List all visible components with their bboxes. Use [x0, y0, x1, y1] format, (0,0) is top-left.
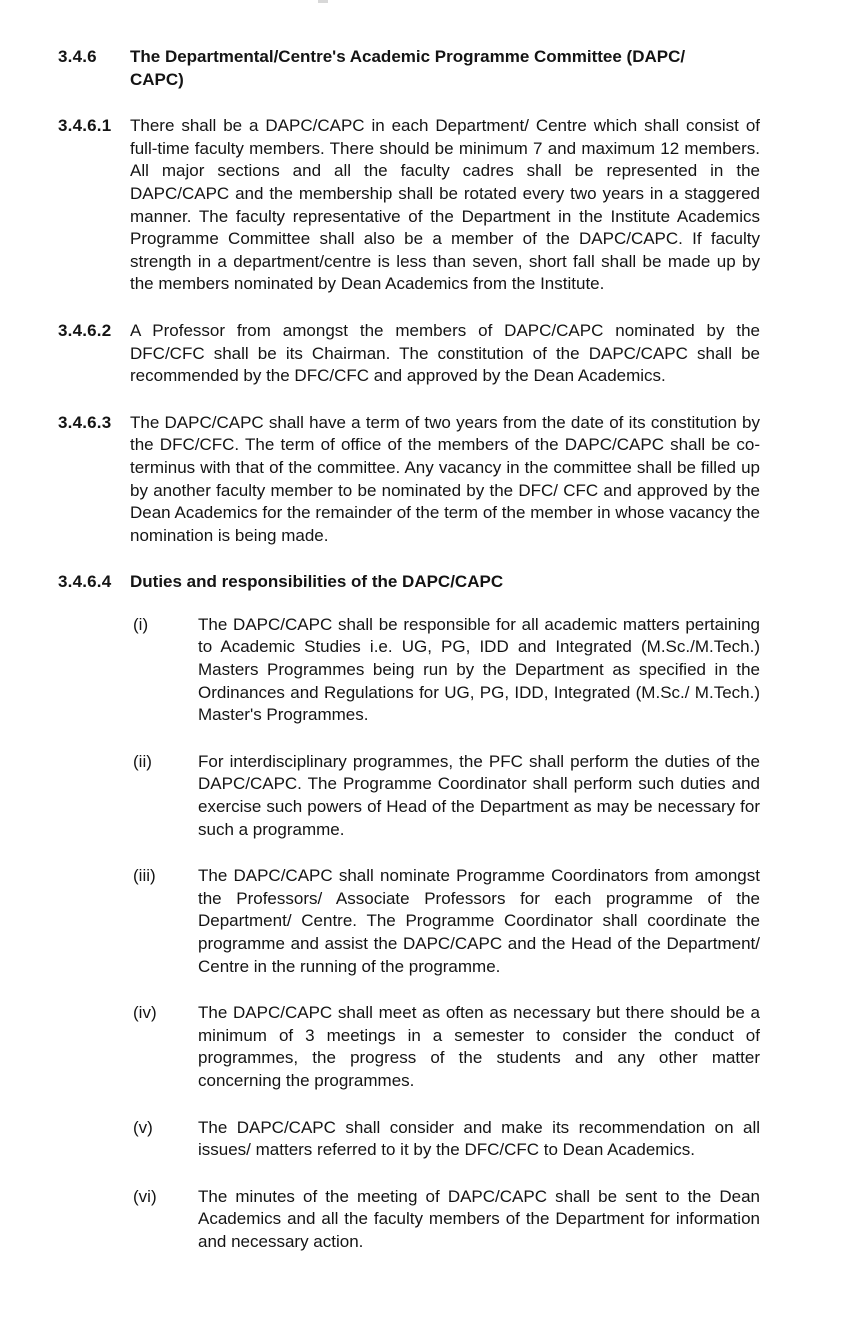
- list-item-text: The DAPC/CAPC shall meet as often as necessary but there should be a minimum of 3 meetings in a semester to consider the conduct of programmes, the progress of the students and any other matter concerning the programmes.: [198, 1003, 760, 1090]
- list-item-i: [133, 614, 760, 727]
- section-3-4-6-4: [58, 571, 760, 594]
- list-item-text: The minutes of the meeting of DAPC/CAPC shall be sent to the Dean Academics and all the faculty members of the Department for information and necessary action.: [198, 1186, 760, 1251]
- list-marker: (ii): [133, 751, 152, 771]
- list-item-text: For interdisciplinary programmes, the PFC shall perform the duties of the DAPC/CAPC. The Programme Coordinator shall perform such duties and exercise such powers of Head of the Department as may be necessary for such a programme.: [198, 751, 760, 839]
- section-heading-line-2: CAPC): [130, 69, 184, 89]
- paragraph-text: A Professor from amongst the members of DAPC/CAPC nominated by the DFC/CFC shall be its Chairman. The constitution of the DAPC/CAPC shall be recommended by the DFC/CFC and approved by the Dean Academics.: [130, 320, 760, 386]
- section-3-4-6-1: [58, 115, 760, 296]
- list-marker: (vi): [133, 1186, 157, 1206]
- section-number: 3.4.6.3: [58, 412, 112, 432]
- document-content: [58, 46, 760, 1278]
- list-item-text: The DAPC/CAPC shall be responsible for all academic matters pertaining to Academic Studies i.e. UG, PG, IDD and Integrated (M.Sc./M.Tech.) Masters Programmes being run by the Department as specified in the Ordinances and Regulations for UG, PG, IDD, Integrated (M.Sc./ M.Tech.) Master's Programmes.: [198, 614, 760, 725]
- list-marker: (iii): [133, 866, 156, 886]
- section-heading-line-1: The Departmental/Centre's Academic Programme Committee (DAPC/: [130, 47, 686, 66]
- list-item-vi: [133, 1186, 760, 1254]
- paragraph-text: There shall be a DAPC/CAPC in each Department/ Centre which shall consist of full-time faculty members. There should be minimum 7 and maximum 12 members. All major sections and all the faculty cadres shall be represented in the DAPC/CAPC and the membership shall be rotated every two years in a staggered manner. The faculty representative of the Department in the Institute Academics Programme Committee shall also be a member of the DAPC/CAPC. If faculty strength in a department/centre is less than seven, short fall shall be made up by the members nominated by Dean Academics from the Institute.: [130, 116, 760, 294]
- list-item-v: [133, 1117, 760, 1162]
- scan-artifact: [318, 0, 328, 3]
- section-number: 3.4.6.4: [58, 572, 112, 592]
- list-marker: (v): [133, 1117, 153, 1137]
- list-item-iv: [133, 1002, 760, 1092]
- section-3-4-6-3: [58, 412, 760, 548]
- section-3-4-6-2: [58, 320, 760, 388]
- list-marker: (iv): [133, 1003, 157, 1023]
- list-item-text: The DAPC/CAPC shall nominate Programme Coordinators from amongst the Professors/ Associate Professors for each programme of the Department/ Centre. The Programme Coordinator shall coordinate the programme and assist the DAPC/CAPC and the Head of the Department/ Centre in the running of the programme.: [198, 866, 760, 976]
- section-number: 3.4.6.2: [58, 320, 112, 340]
- list-item-iii: [133, 865, 760, 978]
- subsection-heading: Duties and responsibilities of the DAPC/CAPC: [130, 572, 504, 592]
- section-heading: [130, 46, 760, 91]
- section-3-4-6: [58, 46, 760, 91]
- duties-list: [133, 614, 760, 1254]
- list-item-ii: [133, 751, 760, 841]
- paragraph-text: The DAPC/CAPC shall have a term of two years from the date of its constitution by the DFC/CFC. The term of office of the members of the DAPC/CAPC shall be co-terminus with that of the committee. Any vacancy in the committee shall be filled up by another faculty member to be nominated by the DFC/ CFC and approved by the Dean Academics for the remainder of the term of the member in whose vacancy the nomination is being made.: [130, 412, 760, 545]
- list-marker: (i): [133, 614, 149, 634]
- section-number: 3.4.6: [58, 47, 97, 66]
- section-number: 3.4.6.1: [58, 116, 112, 136]
- list-item-text: The DAPC/CAPC shall consider and make its recommendation on all issues/ matters referred to it by the DFC/CFC to Dean Academics.: [198, 1117, 760, 1160]
